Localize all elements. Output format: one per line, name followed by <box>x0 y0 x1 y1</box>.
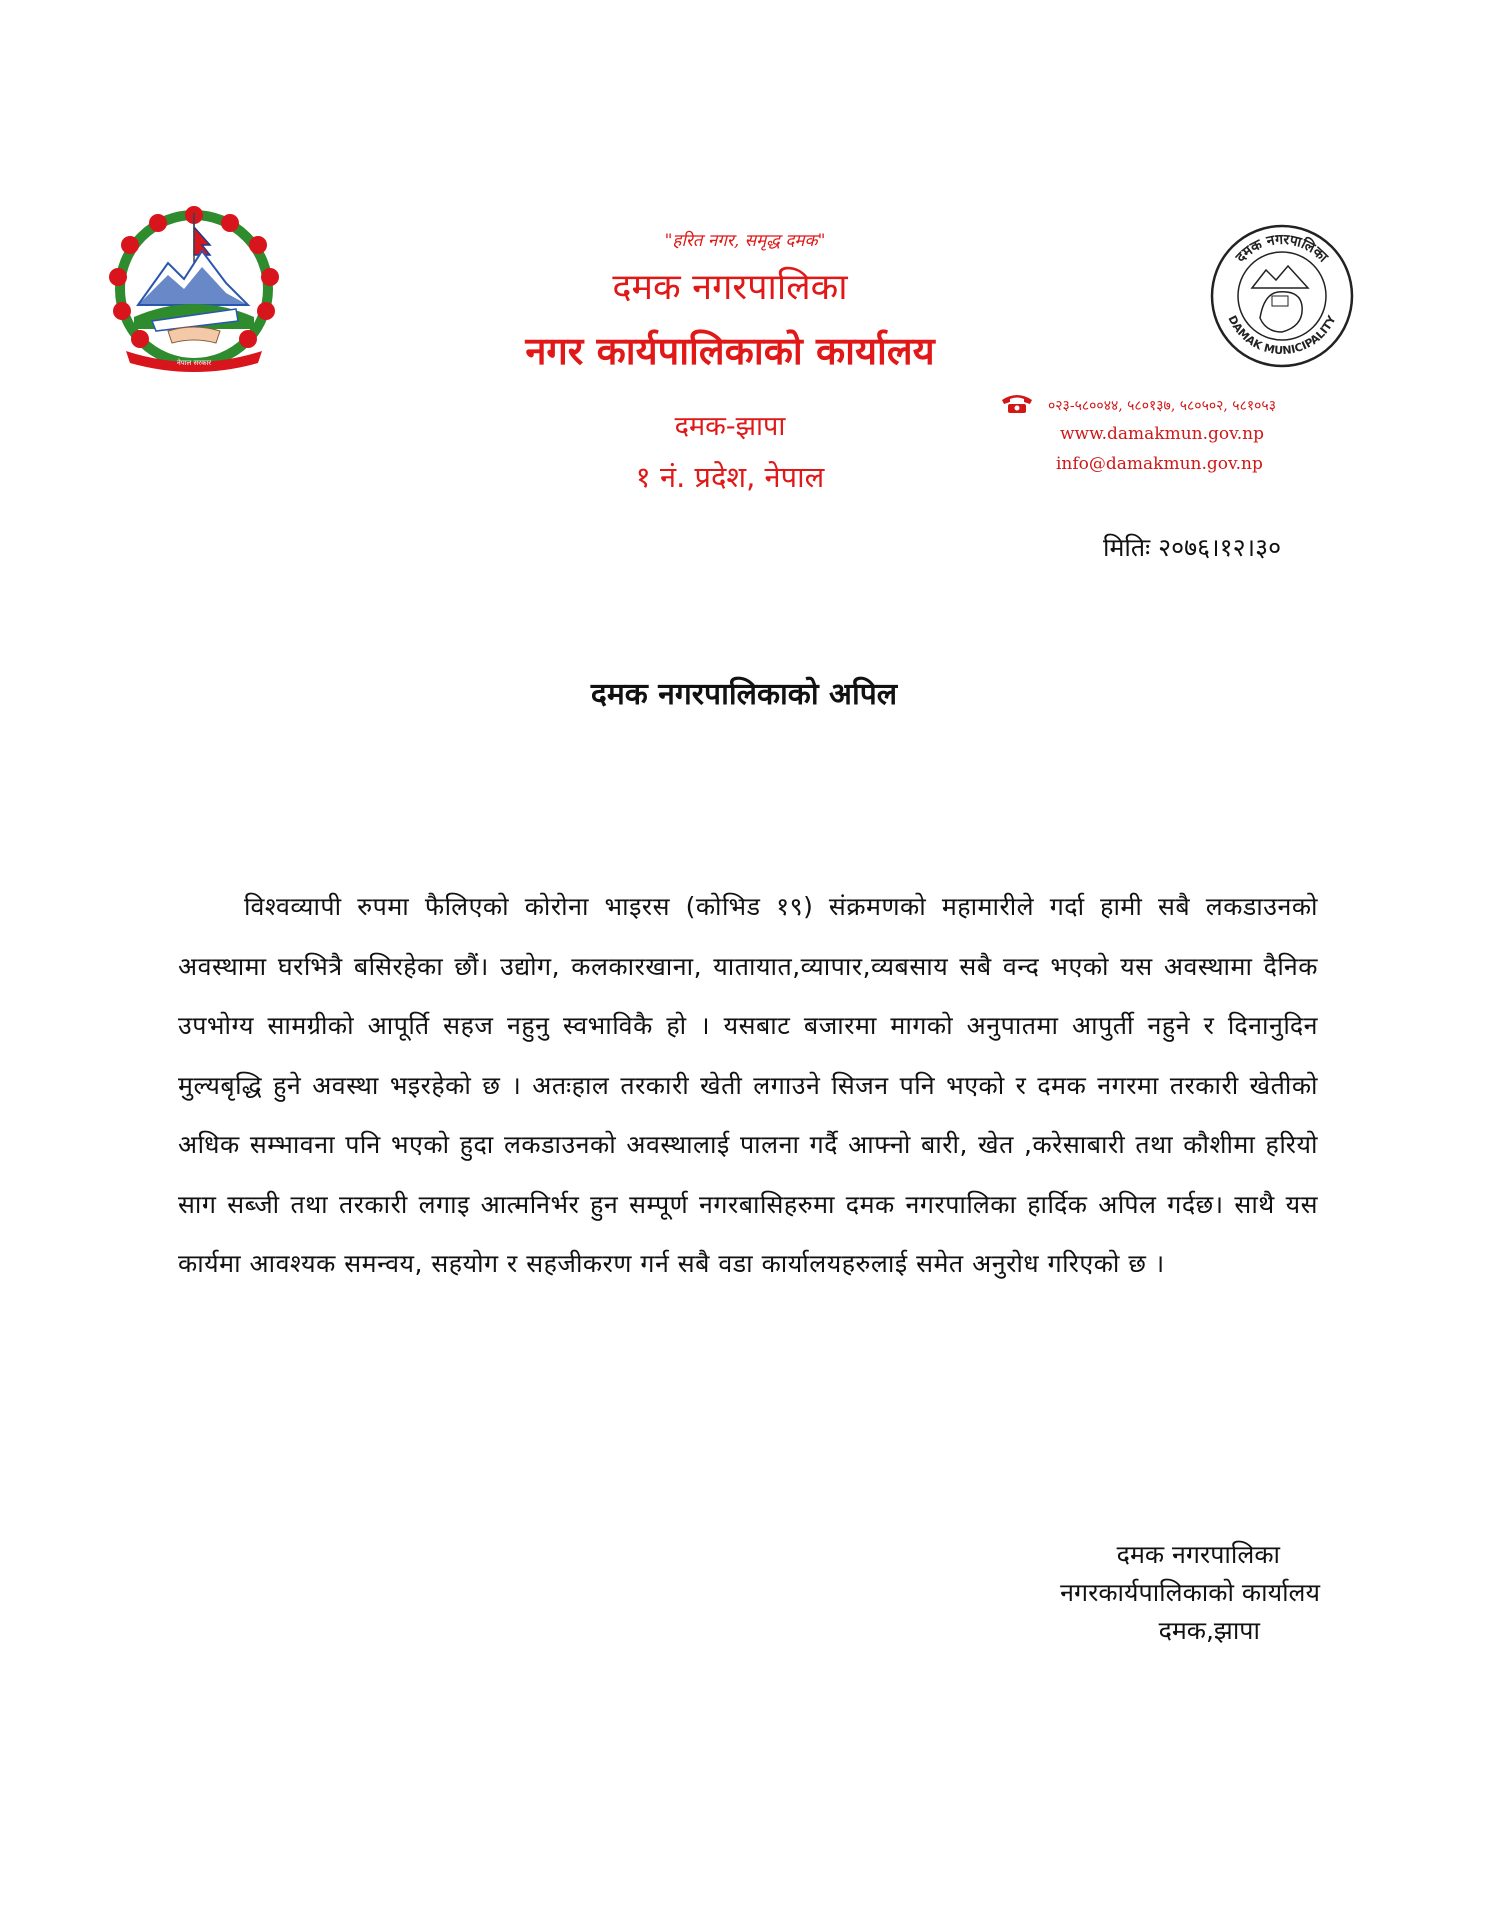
seal-bottom-text: DAMAK MUNICIPALITY <box>1225 313 1339 358</box>
province: १ नं. प्रदेश, नेपाल <box>635 460 825 494</box>
phone-numbers: ०२३-५८००४४, ५८०१३७, ५८०५०२, ५८१०५३ <box>1048 397 1276 414</box>
letterhead <box>420 228 1040 496</box>
website-link[interactable]: www.damakmun.gov.np <box>1060 424 1264 444</box>
signature-line-place: दमक,झापा <box>1158 1616 1260 1645</box>
signature-block <box>980 1536 1320 1650</box>
seal-top-text: दमक नगरपालिका <box>1232 231 1331 266</box>
signature-line-office: नगरकार्यपालिकाको कार्यालय <box>1060 1578 1320 1607</box>
location: दमक-झापा <box>674 411 786 442</box>
letter-subject: दमक नगरपालिकाको अपिल <box>590 677 898 712</box>
office-name: नगर कार्यपालिकाको कार्यालय <box>525 329 935 373</box>
telephone-icon <box>1000 392 1034 418</box>
nepal-government-emblem-icon <box>98 205 290 373</box>
emblem-caption: नेपाल सरकार <box>176 359 212 367</box>
letter-date: मितिः २०७६।१२।३० <box>1103 533 1282 562</box>
damak-municipality-seal-icon <box>1208 222 1356 370</box>
contact-info <box>1000 392 1360 474</box>
signature-line-municipality: दमक नगरपालिका <box>1116 1540 1280 1569</box>
email-link[interactable]: info@damakmun.gov.np <box>1056 454 1263 474</box>
motto: "हरित नगर, समृद्ध दमक" <box>664 231 826 251</box>
municipality-name: दमक नगरपालिका <box>612 267 848 308</box>
letter-body: विश्वव्यापी रुपमा फैलिएको कोरोना भाइरस (कोभिड १९) संक्रमणको महामारीले गर्दा हामी सबै लकडाउनको अवस्थामा घरभित्रै बसिरहेका छौं। उद्योग, कलकारखाना, यातायात,व्यापार,व्यबसाय सबै वन्द भएको यस अवस्थामा दैनिक उपभोग्य सामग्रीको आपूर्ति सहज नहुनु स्वभाविकै हो । यसबाट बजारमा मागको अनुपातमा आपुर्ती नहुने र दिनानुदिन मुल्यबृद्धि हुने अवस्था भइरहेको छ । अतःहाल तरकारी खेती लगाउने सिजन पनि भएको र दमक नगरमा तरकारी खेतीको अधिक सम्भावना पनि भएको हुदा लकडाउनको अवस्थालाई पालना गर्दै आफ्नो बारी, खेत ,करेसाबारी तथा कौशीमा हरियो साग सब्जी तथा तरकारी लगाइ आत्मनिर्भर हुन सम्पूर्ण नगरबासिहरुमा दमक नगरपालिका हार्दिक अपिल गर्दछ। साथै यस कार्यमा आवश्यक समन्वय, सहयोग र सहजीकरण गर्न सबै वडा कार्यालयहरुलाई समेत अनुरोध गरिएको छ । <box>178 892 1318 1278</box>
